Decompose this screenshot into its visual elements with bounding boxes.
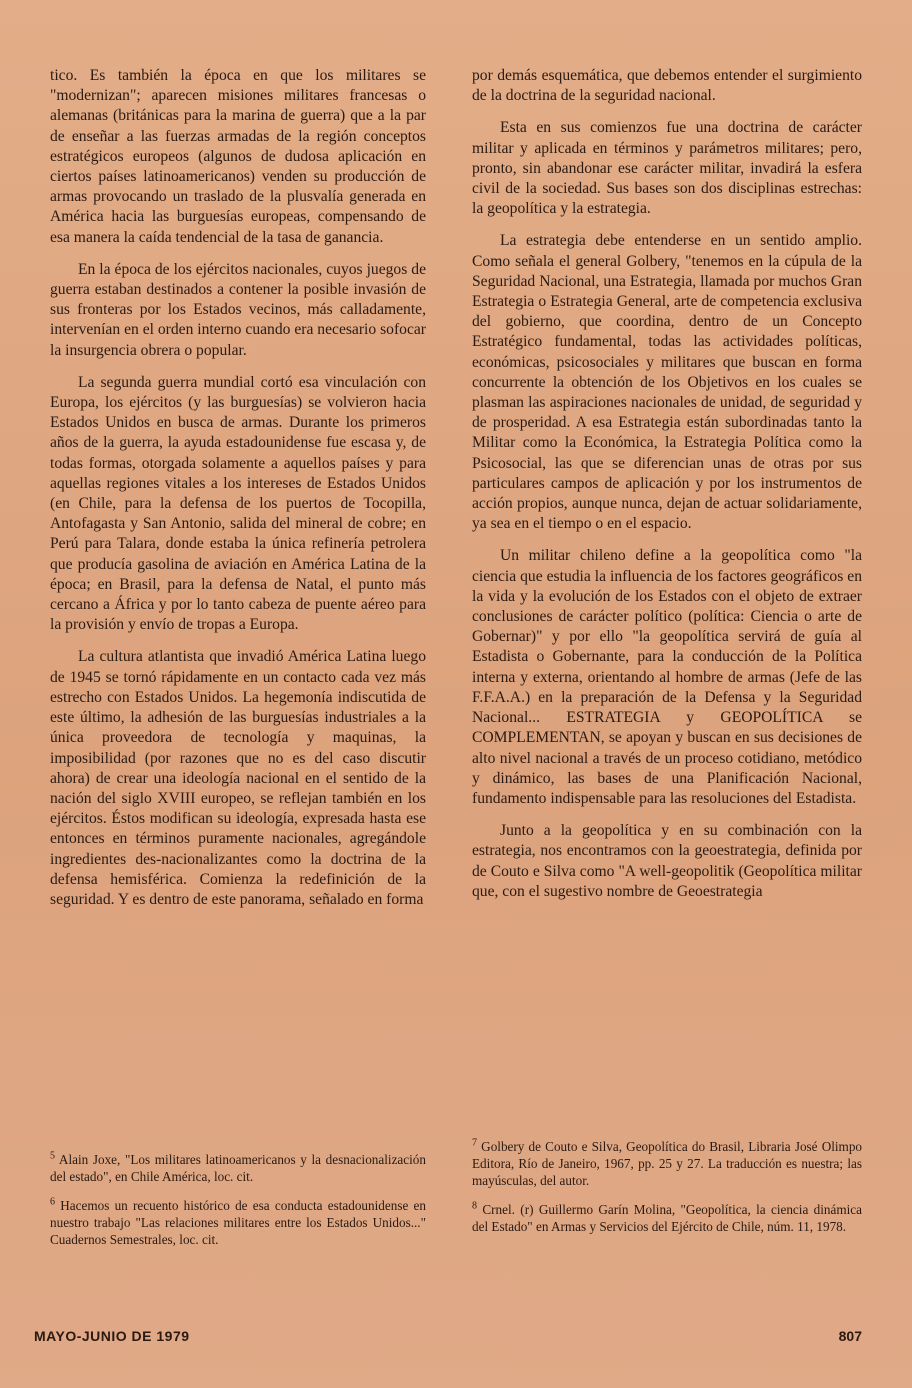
right-paragraph-4: Un militar chileno define a la geopolítica como "la ciencia que estudia la influencia de los factores geográficos en la vida y la evolución de los Estados con el objeto de extraer conclusiones de carácter político (política: Ciencia o arte de Gobernar)" y por ello "la geopolítica servirá de guía al Estadista o Gobernante, para la conducción de la Política interna y externa, orientando al hombre de armas (Jefe de las F.F.A.A.) en la preparación de la Defensa y la Seguridad Nacional... ESTRATEGIA y GEOPOLÍTICA se COMPLEMENTAN, se apoyan y buscan en sus decisiones de alto nivel nacional a través de un proceso cotidiano, metódico y dinámico, las bases de una Planificación Nacional, fundamento indispensable para las resoluciones del Estadista. [472,547,862,807]
footnote-5-text: Alain Joxe, "Los militares latinoamericanos y la desnacionalización del estado", en Chile América, loc. cit. [50,1152,426,1184]
footnote-8-marker: 8 [472,1200,477,1212]
issue-date: MAYO-JUNIO DE 1979 [34,1328,190,1344]
right-paragraph-3: La estrategia debe entenderse en un sentido amplio. Como señala el general Golbery, "tenemos en la cúpula de la Seguridad Nacional, una Estrategia, llamada por muchos Gran Estrategia o Estrategia General, arte de competencia exclusiva del gobierno, que coordina, dentro de un Concepto Estratégico fundamental, todas las actividades políticas, económicas, psicosociales y militares que buscan en forma concurrente la obtención de los Objetivos en los cuales se plasman las aspiraciones nacionales de unidad, de seguridad y de prosperidad. A esa Estrategia están subordinadas tanto la Militar como la Económica, la Estrategia Política como la Psicosocial, las que se diferencian unas de otras por sus particulares campos de aplicación y por los instrumentos de acción propios, aunque nunca, dejan de actuar solidariamente, ya sea en el tiempo o en el espacio. [472,232,862,533]
right-footnotes [472,1138,862,1247]
right-paragraph-5: Junto a la geopolítica y en su combinación con la estrategia, nos encontramos con la geoestrategia, definida por de Couto e Silva como "A well-geopolitik (Geopolítica militar que, con el sugestivo nombre de Geoestrategia [472,822,862,900]
footnote-8-text: Crnel. (r) Guillermo Garín Molina, "Geopolítica, la ciencia dinámica del Estado" en Armas y Servicios del Ejército de Chile, núm. 11, 1978. [472,1202,862,1234]
left-paragraph-1: tico. Es también la época en que los militares se "modernizan"; aparecen misiones militares francesas o alemanas (británicas para la marina de guerra) que a la par de enseñar a las fuerzas armadas de la región conceptos estratégicos europeos (algunos de dudosa aplicación en ciertos países latinoamericanos) venden su producción de armas provocando un traslado de la plusvalía generada en América hacia las burguesías europeas, compensando de esa manera la caída tendencial de la tasa de ganancia. [50,67,426,246]
footnote-7 [472,1138,862,1189]
right-column [472,66,863,1234]
footnote-6-marker: 6 [50,1196,55,1208]
footnote-7-marker: 7 [472,1137,477,1149]
footnote-6 [50,1197,426,1248]
left-paragraph-2: En la época de los ejércitos nacionales, cuyos juegos de guerra estaban destinados a contener la posible invasión de sus fronteras por los Estados vecinos, más calladamente, intervenían en el orden interno cuando era necesario sofocar la insurgencia obrera o popular. [50,260,426,359]
left-column [50,66,427,1247]
footnote-5 [50,1151,426,1185]
footnote-5-marker: 5 [50,1150,55,1162]
footnote-6-text: Hacemos un recuento histórico de esa conducta estadounidense en nuestro trabajo "Las relaciones militares entre los Estados Unidos..." Cuadernos Semestrales, loc. cit. [50,1198,427,1247]
right-paragraph-2: Esta en sus comienzos fue una doctrina de carácter militar y aplicada en términos y parámetros militares; pero, pronto, sin abandonar ese carácter militar, invadirá la esfera civil de la sociedad. Sus bases son dos disciplinas estrechas: la geopolítica y la estrategia. [472,119,862,218]
page-number: 807 [838,1328,862,1344]
left-footnotes [50,1151,426,1260]
left-paragraph-4: La cultura atlantista que invadió América Latina luego de 1945 se tornó rápidamente en un contacto cada vez más estrecho con Estados Unidos. La hegemonía indiscutida de este último, la adhesión de las burguesías industriales a la única proveedora de tecnología y maquinas, la imposibilidad (por razones que no es del caso discutir ahora) de crear una ideología nacional en el sentido de la nación del siglo XVIII europeo, se reflejan también en los ejércitos. Éstos modifican su ideología, expresada hasta ese entonces en términos puramente nacionales, agregándole ingredientes des-nacionalizantes como la doctrina de la defensa hemisférica. Comienza la redefinición de la seguridad. Y es dentro de este panorama, señalado en forma [50,648,426,908]
left-paragraph-3: La segunda guerra mundial cortó esa vinculación con Europa, los ejércitos (y las burguesías) se volvieron hacia Estados Unidos en busca de armas. Durante los primeros años de la guerra, la ayuda estadounidense fue escasa y, de todas formas, otorgada solamente a aquellos países y para aquellas regiones vitales a los intereses de Estados Unidos (en Chile, para la defensa de los puertos de Tocopilla, Antofagasta y San Antonio, salida del mineral de cobre; en Perú para Talara, donde estaba la única refinería petrolera que producía gasolina de aviación en América Latina de la época; en Brasil, para la defensa de Natal, el punto más cercano a África y por lo tanto cabeza de puente aéreo para la provisión y envío de tropas a Europa. [50,373,426,634]
footnote-8 [472,1201,862,1235]
right-paragraph-1: por demás esquemática, que debemos entender el surgimiento de la doctrina de la seguridad nacional. [472,67,862,105]
footnote-7-text: Golbery de Couto e Silva, Geopolítica do Brasil, Libraria José Olimpo Editora, Río de Janeiro, 1967, pp. 25 y 27. La traducción es nuestra; las mayúsculas, del autor. [472,1139,863,1188]
